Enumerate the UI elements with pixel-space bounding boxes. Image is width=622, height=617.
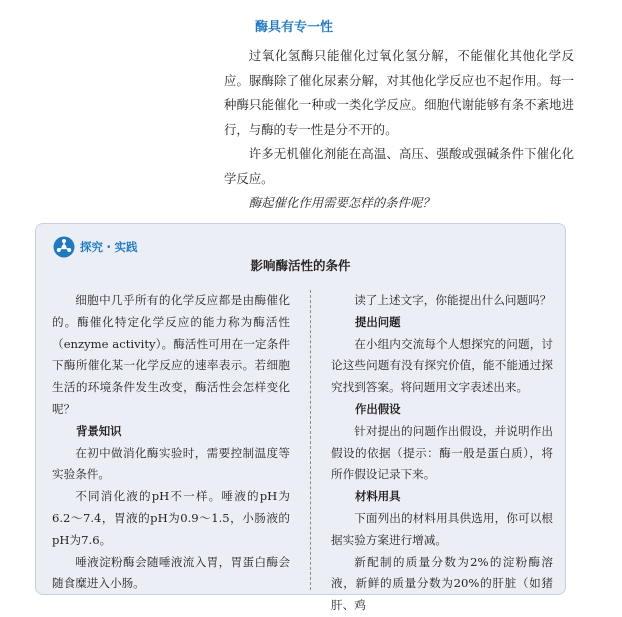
- background-heading: 背景知识: [75, 423, 122, 438]
- box-tag: [53, 236, 138, 258]
- paragraph: 不同消化液的pH不一样。唾液的pH为6.2～7.4，胃液的pH为0.9～1.5，小肠液的pH为7.6。: [52, 489, 290, 547]
- paragraph: 在小组内交流每个人想探究的问题，讨论这些问题有没有探究价值，能不能通过探究找到答案。将问题用文字表述出来。: [331, 336, 553, 395]
- paragraph: 酶起催化作用需要怎样的条件呢？: [248, 195, 435, 210]
- inquiry-box: [35, 223, 566, 613]
- question-heading: 提出问题: [354, 314, 401, 329]
- paragraph: 唾液淀粉酶会随唾液流入胃，胃蛋白酶会随食糜进入小肠。: [52, 554, 290, 591]
- paragraph: 针对提出的问题作出假设，并说明作出假设的依据（提示：酶一般是蛋白质），将所作假设记录下来。: [331, 423, 553, 482]
- box-tag-label: 探究・实践: [80, 240, 138, 254]
- box-title: 影响酶活性的条件: [250, 258, 351, 273]
- column-divider: [310, 290, 311, 590]
- materials-heading: 材料用具: [354, 489, 401, 504]
- molecule-icon: [53, 236, 75, 258]
- paragraph: 在初中做消化酶实验时，需要控制温度等实验条件。: [52, 445, 290, 482]
- intro-paragraph: 细胞中几乎所有的化学反应都是由酶催化的。酶催化特定化学反应的能力称为酶活性（enzyme activity）。酶活性可用在一定条件下酶所催化某一化学反应的速率表示。若细胞生活的环境条件发生改变，酶活性会怎样变化呢？: [52, 293, 290, 416]
- section-title: 酶具有专一性: [255, 20, 334, 35]
- hypothesis-heading: 作出假设: [354, 401, 401, 416]
- right-column: [331, 290, 553, 617]
- paragraph: 读了上述文字，你能提出什么问题吗？: [354, 293, 552, 307]
- paragraph: 许多无机催化剂能在高温、高压、强酸或强碱条件下催化化学反应。: [224, 146, 574, 186]
- paragraph: 下面列出的材料用具供选用，你可以根据实验方案进行增减。: [331, 510, 553, 547]
- left-column: [52, 290, 290, 595]
- paragraph: 过氧化氢酶只能催化过氧化氢分解，不能催化其他化学反应。脲酶除了催化尿素分解，对其他化学反应也不起作用。每一种酶只能催化一种或一类化学反应。细胞代谢能够有条不紊地进行，与酶的专一性是分不开的。: [224, 48, 574, 137]
- paragraph: 新配制的质量分数为2%的淀粉酶溶液，新鲜的质量分数为20%的肝脏（如猪肝、鸡: [331, 554, 553, 613]
- top-section: [224, 16, 574, 216]
